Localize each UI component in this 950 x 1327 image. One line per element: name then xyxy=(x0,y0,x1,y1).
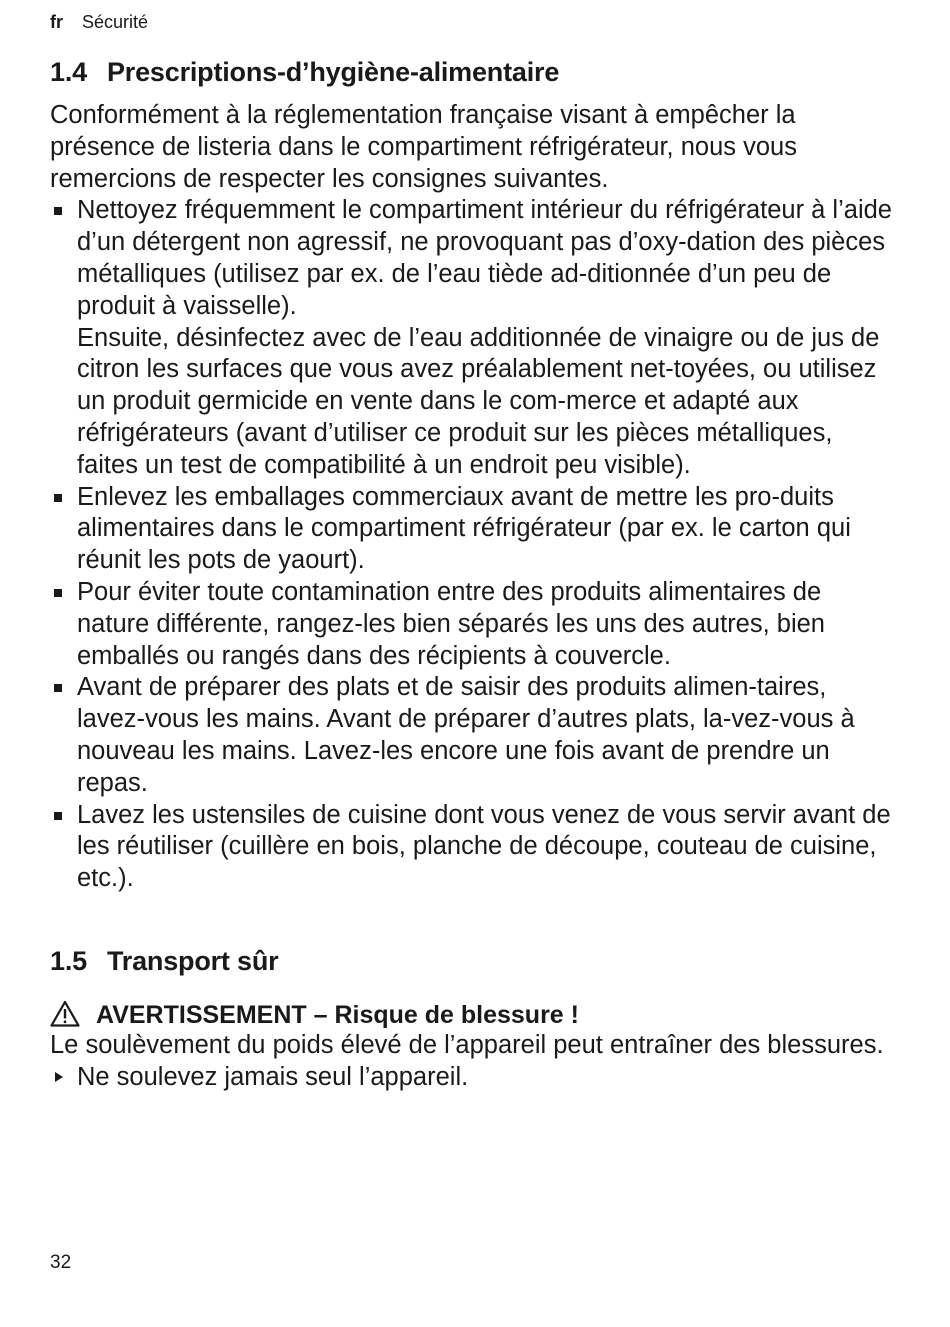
list-item-text: Enlevez les emballages commerciaux avant de mettre les pro-duits alimentaires dans le compartiment réfrigérateur (par ex. le carton qui réunit les pots de yaourt). xyxy=(77,482,851,575)
bullet-square-icon xyxy=(54,684,62,692)
list-item xyxy=(50,577,900,672)
list-item-text: Avant de préparer des plats et de saisir des produits alimen-taires, lavez-vous les mains. Avant de préparer d’autres plats, la-vez-vous à nouveau les mains. Lavez-les encore une fois avant de prendre un repas. xyxy=(77,673,855,797)
list-item xyxy=(50,800,900,895)
warning-text: Le soulèvement du poids élevé de l’appareil peut entraîner des blessures. xyxy=(50,1031,884,1059)
section-1-4-body xyxy=(50,100,900,895)
language-code: fr xyxy=(50,12,63,32)
page-number: 32 xyxy=(50,1252,72,1273)
list-item-text: Nettoyez fréquemment le compartiment intérieur du réfrigérateur à l’aide d’un détergent non agressif, ne provoquant pas d’oxy-dation des pièces métalliques (utilisez par ex. de l’eau tiède ad-ditionnée d’un peu de produit à vaisselle). xyxy=(77,196,892,320)
action-step xyxy=(50,1062,900,1094)
action-arrow-icon xyxy=(55,1072,63,1082)
section-number: 1.5 xyxy=(50,946,87,976)
list-item xyxy=(50,482,900,577)
section-heading-1-5 xyxy=(50,944,278,978)
warning-body xyxy=(50,1030,900,1094)
chapter-name: Sécurité xyxy=(82,12,149,32)
list-item xyxy=(50,195,900,481)
section-title: Transport sûr xyxy=(107,946,279,976)
bullet-square-icon xyxy=(54,812,62,820)
list-item-text: Lavez les ustensiles de cuisine dont vous venez de vous servir avant de les réutiliser (cuillère en bois, planche de découpe, couteau de cuisine, etc.). xyxy=(77,800,891,893)
section-title: Prescriptions-d’hygiène-alimentaire xyxy=(107,57,560,87)
intro-paragraph: Conformément à la réglementation française visant à empêcher la présence de listeria dans le compartiment réfrigérateur, nous vous remercions de respecter les consignes suivantes. xyxy=(50,101,797,193)
section-heading-1-4 xyxy=(50,55,559,89)
bullet-square-icon xyxy=(54,494,62,502)
bullet-square-icon xyxy=(54,207,62,215)
bullet-square-icon xyxy=(54,589,62,597)
hygiene-bullet-list xyxy=(50,195,900,895)
section-number: 1.4 xyxy=(50,57,87,87)
list-item-text: Ensuite, désinfectez avec de l’eau additionnée de vinaigre ou de jus de citron les surfaces que vous avez préalablement net-toyées, ou utilisez un produit germicide en vente dans le com-merce et adapté aux réfrigérateurs (avant d’utiliser ce produit sur les pièces métalliques, faites un test de compatibilité à un endroit peu visible). xyxy=(77,323,880,479)
running-header xyxy=(50,10,148,34)
list-item-text: Pour éviter toute contamination entre des produits alimentaires de nature différente, rangez-les bien séparés les uns des autres, bien emballés ou rangés dans des récipients à couvercle. xyxy=(77,577,825,670)
warning-heading-text: AVERTISSEMENT – Risque de blessure ! xyxy=(96,1001,579,1029)
action-text: Ne soulevez jamais seul l’appareil. xyxy=(77,1062,469,1091)
list-item xyxy=(50,672,900,799)
